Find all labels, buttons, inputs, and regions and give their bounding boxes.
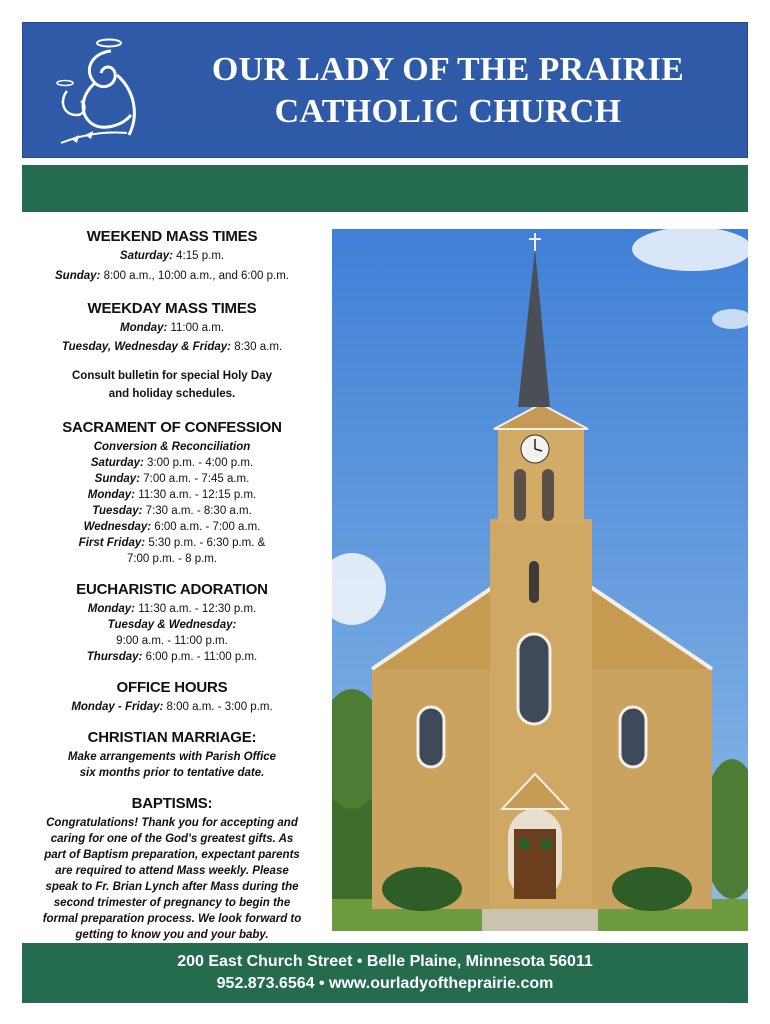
baptism-line: part of Baptism preparation, expectant parents	[44, 849, 300, 861]
confession-day: First Friday:	[78, 537, 146, 549]
confession-day: Monday:	[87, 489, 136, 501]
baptism-line: formal preparation process. We look forward to	[42, 913, 302, 925]
weekend-time: 4:15 p.m.	[172, 250, 225, 262]
church-photo	[332, 229, 748, 931]
title-line-2: CATHOLIC CHURCH	[274, 93, 622, 130]
confession-day: Tuesday:	[92, 505, 143, 517]
confession-row	[22, 535, 322, 551]
weekday-time: 8:30 a.m.	[231, 341, 283, 353]
confession-row	[22, 455, 322, 471]
note-line: and holiday schedules.	[108, 388, 236, 400]
confession-time: 7:30 a.m. - 8:30 a.m.	[142, 505, 252, 517]
confession-time: 11:30 a.m. - 12:15 p.m.	[135, 489, 257, 501]
adoration-time: 11:30 a.m. - 12:30 p.m.	[135, 603, 257, 615]
weekday-heading: WEEKDAY MASS TIMES	[87, 300, 257, 317]
confession-time: 5:30 p.m. - 6:30 p.m. &	[145, 537, 266, 549]
confession-last-line: 7:00 p.m. - 8 p.m.	[126, 553, 218, 565]
weekend-heading: WEEKEND MASS TIMES	[86, 228, 258, 245]
baptisms-heading: BAPTISMS:	[131, 795, 213, 812]
confession-row	[22, 471, 322, 487]
office-time: 8:00 a.m. - 3:00 p.m.	[163, 701, 273, 713]
weekday-time: 11:00 a.m.	[167, 322, 224, 334]
weekend-day: Sunday:	[55, 270, 101, 282]
footer-address: 200 East Church Street • Belle Plaine, Minnesota 56011	[177, 953, 593, 970]
baptism-line: Congratulations! Thank you for accepting and	[46, 817, 298, 829]
weekday-row	[22, 339, 322, 355]
adoration-row	[22, 649, 322, 665]
weekday-day: Tuesday, Wednesday & Friday:	[61, 341, 231, 353]
adoration-row	[22, 601, 322, 617]
confession-day: Sunday:	[94, 473, 141, 485]
office-day: Monday - Friday:	[71, 701, 164, 713]
weekend-time: 8:00 a.m., 10:00 a.m., and 6:00 p.m.	[100, 270, 289, 282]
contact-footer	[22, 943, 748, 1003]
weekend-day: Saturday:	[119, 250, 173, 262]
confession-day: Saturday:	[90, 457, 144, 469]
office-heading: OFFICE HOURS	[116, 679, 228, 696]
marriage-line: six months prior to tentative date.	[79, 767, 265, 779]
office-row	[22, 699, 322, 715]
weekend-row	[22, 248, 322, 264]
header-banner	[22, 22, 748, 158]
madonna-logo-icon	[51, 35, 151, 153]
confession-row	[22, 519, 322, 535]
confession-subheading: Conversion & Reconciliation	[93, 441, 251, 453]
marriage-heading: CHRISTIAN MARRIAGE:	[87, 729, 257, 746]
adoration-day: Thursday:	[86, 651, 143, 663]
baptism-line: are required to attend Mass weekly. Please	[55, 865, 289, 877]
confession-row	[22, 487, 322, 503]
weekend-row	[22, 268, 322, 284]
marriage-line: Make arrangements with Parish Office	[67, 751, 277, 763]
schedule-column	[22, 228, 322, 943]
adoration-day: Monday:	[87, 603, 136, 615]
church-illustration	[332, 229, 748, 931]
note-line: Consult bulletin for special Holy Day	[71, 370, 272, 382]
confession-row	[22, 503, 322, 519]
confession-time: 7:00 a.m. - 7:45 a.m.	[140, 473, 250, 485]
adoration-time: 9:00 a.m. - 11:00 p.m.	[116, 635, 228, 647]
confession-heading: SACRAMENT OF CONFESSION	[62, 419, 282, 436]
weekday-row	[22, 320, 322, 336]
holy-day-note	[22, 367, 322, 403]
confession-time: 3:00 p.m. - 4:00 p.m.	[143, 457, 254, 469]
adoration-heading: EUCHARISTIC ADORATION	[76, 581, 268, 598]
title-line-1: OUR LADY OF THE PRAIRIE	[211, 51, 685, 88]
confession-day: Wednesday:	[83, 521, 152, 533]
baptism-line: caring for one of the God's greatest gifts. As	[50, 833, 294, 845]
green-divider-band	[22, 165, 748, 212]
weekday-day: Monday:	[120, 322, 168, 334]
adoration-day: Tuesday & Wednesday:	[107, 619, 237, 631]
baptism-line: second trimester of pregnancy to begin the	[53, 897, 291, 909]
footer-phone-web: 952.873.6564 • www.ourladyoftheprairie.com	[216, 975, 554, 992]
baptism-line: speak to Fr. Brian Lynch after Mass during the	[45, 881, 299, 893]
page-title	[153, 49, 743, 133]
confession-time: 6:00 a.m. - 7:00 a.m.	[151, 521, 261, 533]
adoration-time: 6:00 p.m. - 11:00 p.m.	[142, 651, 258, 663]
baptism-line: getting to know you and your baby.	[75, 929, 269, 941]
